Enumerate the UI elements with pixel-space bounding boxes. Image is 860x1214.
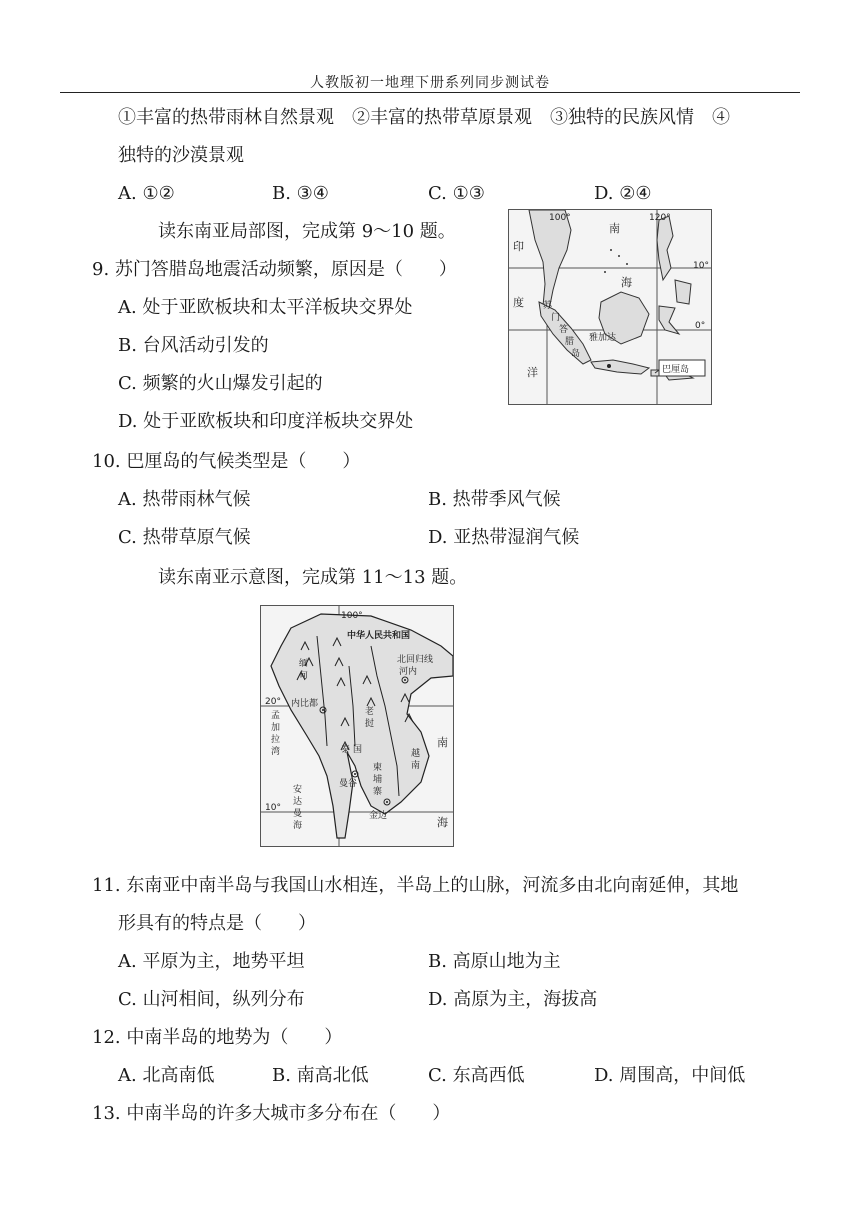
map-2-graphic [261, 606, 453, 846]
map2-lon-100: 100° [341, 611, 363, 621]
q8-option-b: B. ③④ [272, 183, 329, 204]
map1-label-nan: 南 [609, 222, 620, 235]
q12-option-b: B. 南高北低 [272, 1065, 369, 1086]
q9-option-c: C. 频繁的火山爆发引起的 [118, 373, 323, 394]
map1-label-men: 门 [551, 313, 561, 323]
map-1-graphic [509, 210, 711, 404]
map1-label-su: 苏 [543, 301, 553, 311]
map2-label-naypyidaw: 内比都 [291, 699, 319, 709]
map2-label-vietnam-1: 越 [411, 749, 421, 759]
map1-label-la: 腊 [565, 337, 575, 347]
map2-lat-20: 20° [265, 697, 281, 707]
map2-label-cambodia-1: 柬 [373, 763, 383, 773]
q9-option-d: D. 处于亚欧板块和印度洋板块交界处 [118, 411, 414, 432]
q12-option-c: C. 东高西低 [428, 1065, 525, 1086]
map1-label-yin: 印 [513, 240, 524, 253]
header-divider [60, 92, 800, 93]
intro-map-1: 读东南亚局部图，完成第 9～10 题。 [158, 221, 456, 242]
map1-label-du: 度 [513, 296, 524, 309]
map2-label-thailand-2: 国 [353, 745, 363, 755]
map1-label-da: 答 [559, 325, 569, 335]
map2-label-vietnam-2: 南 [411, 761, 421, 771]
map2-label-laos-1: 老 [365, 707, 375, 717]
map2-label-sea-2: 海 [437, 816, 448, 829]
map2-label-sea-1: 南 [437, 736, 448, 749]
q8-option-c: C. ①③ [428, 183, 485, 204]
q12-stem: 12. 中南半岛的地势为（ ） [92, 1027, 343, 1048]
q8-option-line-2: 独特的沙漠景观 [118, 145, 244, 166]
map-indochina-peninsula [260, 605, 454, 847]
map2-label-bay-3: 拉 [271, 735, 281, 745]
map2-label-hanoi: 河内 [399, 667, 418, 677]
q12-option-d: D. 周围高，中间低 [594, 1065, 746, 1086]
map1-lat-10: 10° [693, 261, 709, 271]
map2-label-laos-2: 挝 [365, 719, 375, 729]
map2-label-tropic: 北回归线 [397, 655, 434, 665]
q11-stem-line-2: 形具有的特点是（ ） [118, 913, 316, 934]
map2-label-andaman-2: 达 [293, 797, 303, 807]
map2-label-phnom-penh: 金边 [369, 811, 388, 821]
map2-label-andaman-3: 曼 [293, 809, 303, 819]
map2-label-bay-2: 加 [271, 723, 281, 733]
map1-label-dao: 岛 [571, 349, 581, 359]
q11-option-d: D. 高原为主，海拔高 [428, 989, 598, 1010]
map2-label-china: 中华人民共和国 [347, 631, 411, 641]
map2-label-thailand-1: 泰 [341, 745, 351, 755]
q10-option-d: D. 亚热带湿润气候 [428, 527, 580, 548]
q11-option-b: B. 高原山地为主 [428, 951, 561, 972]
q9-stem: 9. 苏门答腊岛地震活动频繁，原因是（ ） [92, 259, 457, 280]
q11-option-a: A. 平原为主，地势平坦 [118, 951, 305, 972]
page-header-title: 人教版初一地理下册系列同步测试卷 [310, 75, 550, 91]
map2-label-cambodia-2: 埔 [373, 775, 383, 785]
q9-option-a: A. 处于亚欧板块和太平洋板块交界处 [118, 297, 413, 318]
map2-label-bangkok: 曼谷 [339, 779, 358, 789]
q11-option-c: C. 山河相间，纵列分布 [118, 989, 305, 1010]
map2-label-cambodia-3: 寨 [373, 787, 383, 797]
q8-option-a: A. ①② [118, 183, 175, 204]
q12-option-a: A. 北高南低 [118, 1065, 215, 1086]
q10-stem: 10. 巴厘岛的气候类型是（ ） [92, 451, 361, 472]
map2-lat-10: 10° [265, 803, 281, 813]
map1-label-jakarta: 雅加达 [589, 333, 617, 343]
map2-label-andaman-4: 海 [293, 821, 303, 831]
map2-label-bay-4: 湾 [271, 747, 281, 757]
q13-stem: 13. 中南半岛的许多大城市多分布在（ ） [92, 1103, 451, 1124]
q10-option-b: B. 热带季风气候 [428, 489, 561, 510]
map2-label-andaman-1: 安 [293, 785, 303, 795]
map1-lon-120: 120° [649, 213, 671, 223]
q10-option-c: C. 热带草原气候 [118, 527, 251, 548]
map1-lon-100: 100° [549, 213, 571, 223]
map1-label-bali: 巴厘岛 [662, 365, 690, 375]
map1-label-yang: 洋 [527, 366, 538, 379]
q9-option-b: B. 台风活动引发的 [118, 335, 269, 356]
q8-option-d: D. ②④ [594, 183, 652, 204]
map1-label-hai: 海 [621, 276, 632, 289]
map2-label-bay-1: 孟 [271, 711, 281, 721]
q10-option-a: A. 热带雨林气候 [118, 489, 251, 510]
intro-map-2: 读东南亚示意图，完成第 11～13 题。 [158, 567, 468, 588]
map-southeast-asia-partial [508, 209, 712, 405]
map2-label-myanmar-2: 甸 [299, 671, 309, 681]
map1-lat-0: 0° [695, 321, 706, 331]
map2-label-myanmar-1: 缅 [299, 659, 309, 669]
q11-stem-line-1: 11. 东南亚中南半岛与我国山水相连，半岛上的山脉，河流多由北向南延伸，其地 [92, 875, 739, 896]
q8-option-line-1: ①丰富的热带雨林自然景观 ②丰富的热带草原景观 ③独特的民族风情 ④ [118, 107, 730, 128]
